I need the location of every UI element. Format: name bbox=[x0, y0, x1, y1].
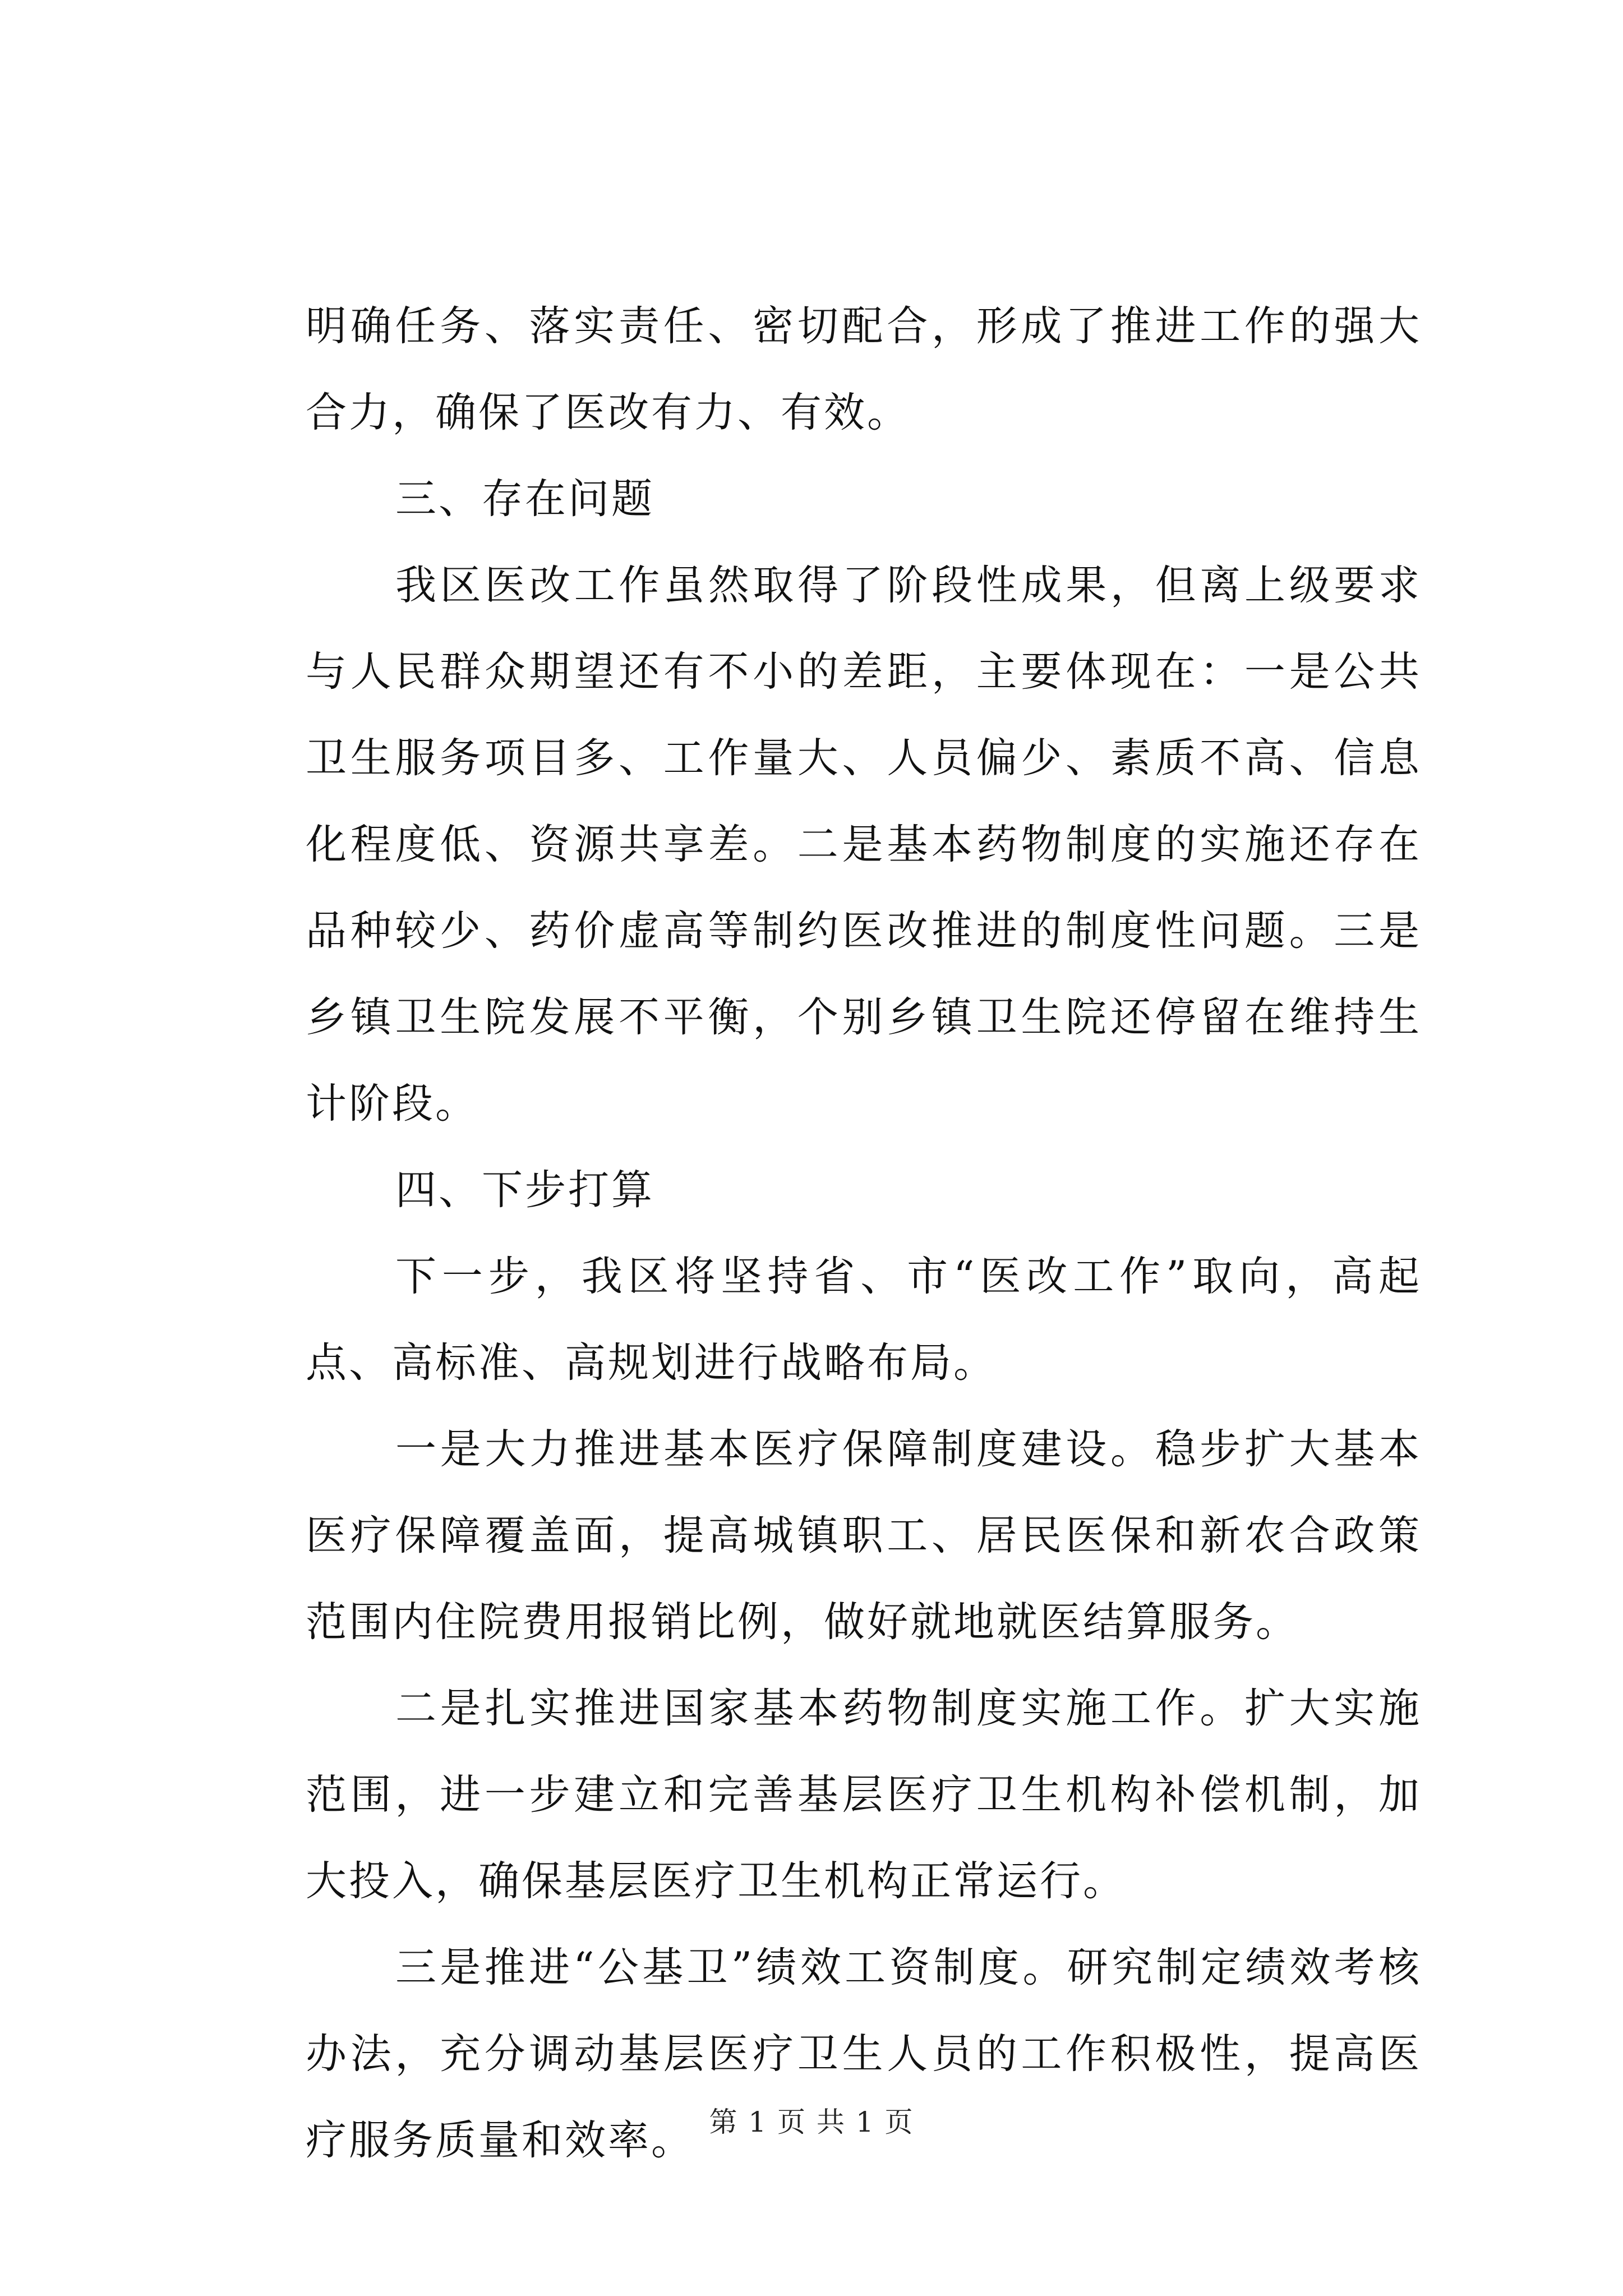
document-body bbox=[306, 283, 1422, 2184]
paragraph-1: 明确任务、落实责任、密切配合，形成了推进工作的强大合力，确保了医改有力、有效。 bbox=[306, 302, 1422, 436]
section-heading-problems: 三、存在问题 bbox=[395, 475, 654, 523]
paragraph-next-steps-intro: 下一步，我区将坚持省、市“医改工作”取向，高起点、高标准、高规划进行战略布局。 bbox=[306, 1253, 1422, 1387]
paragraph-item-2: 二是扎实推进国家基本药物制度实施工作。扩大实施范围，进一步建立和完善基层医疗卫生机构补偿机制，加大投入，确保基层医疗卫生机构正常运行。 bbox=[306, 1685, 1422, 1905]
section-heading-next-steps: 四、下步打算 bbox=[395, 1166, 654, 1214]
paragraph-item-3: 三是推进“公基卫”绩效工资制度。研究制定绩效考核办法，充分调动基层医疗卫生人员的工作积极性，提高医疗服务质量和效率。 bbox=[306, 1944, 1422, 2164]
paragraph-item-1: 一是大力推进基本医疗保障制度建设。稳步扩大基本医疗保障覆盖面，提高城镇职工、居民医保和新农合政策范围内住院费用报销比例，做好就地就医结算服务。 bbox=[306, 1425, 1422, 1646]
paragraph-problems: 我区医改工作虽然取得了阶段性成果，但离上级要求与人民群众期望还有不小的差距，主要体现在：一是公共卫生服务项目多、工作量大、人员偏少、素质不高、信息化程度低、资源共享差。二是基本药物制度的实施还存在品种较少、药价虚高等制约医改推进的制度性问题。三是乡镇卫生院发展不平衡，个别乡镇卫生院还停留在维持生计阶段。 bbox=[306, 562, 1422, 1128]
page-footer: 第 1 页 共 1 页 bbox=[709, 2106, 914, 2138]
